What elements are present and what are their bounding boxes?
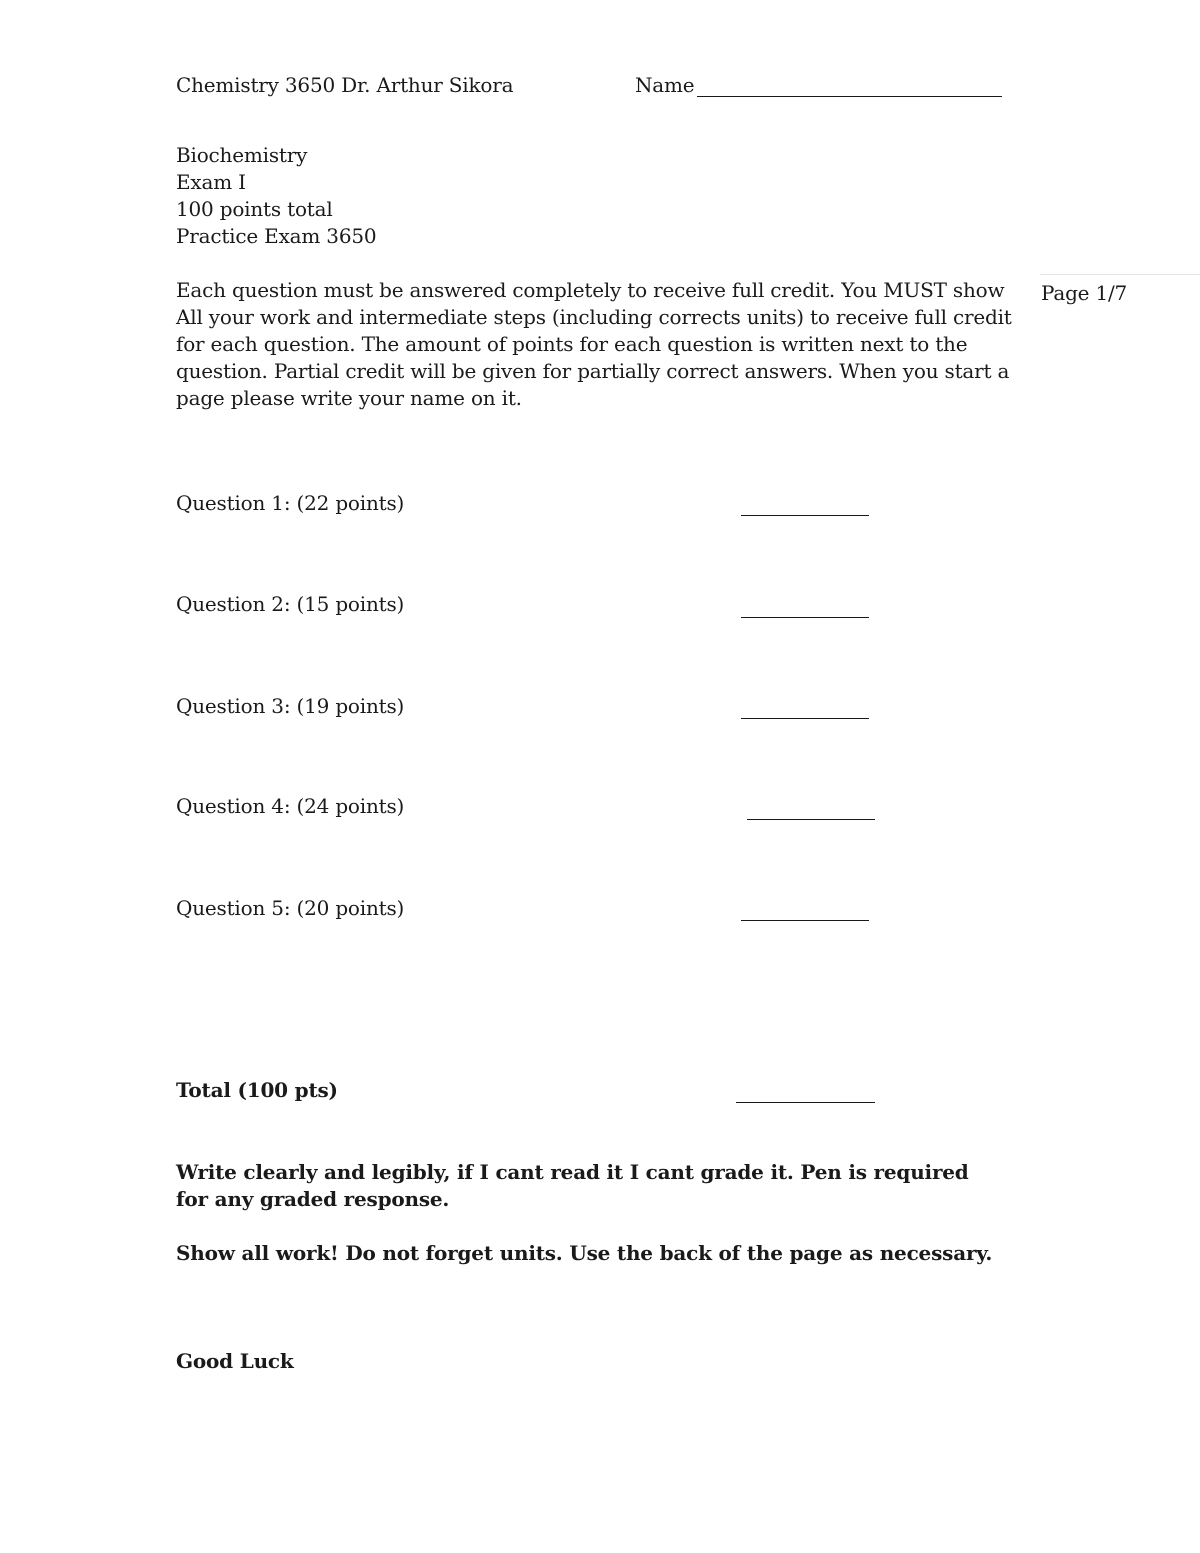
legibility-note: Write clearly and legibly, if I cant read it I cant grade it. Pen is required for any graded response. [176,1160,969,1211]
exam-points-total: 100 points total [176,197,333,221]
question-1-score-field[interactable] [741,515,869,516]
question-1-label: Question 1: (22 points) [176,491,405,515]
good-luck: Good Luck [176,1349,294,1373]
question-4-label: Question 4: (24 points) [176,794,405,818]
total-label: Total (100 pts) [176,1078,338,1102]
course-header: Chemistry 3650 Dr. Arthur Sikora [176,73,514,97]
exam-title: Exam I [176,170,246,194]
question-4-score-field[interactable] [747,819,875,820]
show-work-note: Show all work! Do not forget units. Use the back of the page as necessary. [176,1241,993,1265]
exam-info [176,142,376,250]
exam-subject: Biochemistry [176,143,308,167]
question-2-label: Question 2: (15 points) [176,592,405,616]
page-divider [1040,274,1200,275]
page-indicator: Page 1/7 [1041,281,1128,305]
total-score-field[interactable] [736,1102,875,1103]
question-5-label: Question 5: (20 points) [176,896,405,920]
question-2-score-field[interactable] [741,617,869,618]
question-3-score-field[interactable] [741,718,869,719]
question-3-label: Question 3: (19 points) [176,694,405,718]
question-5-score-field[interactable] [741,920,869,921]
name-label: Name [635,73,695,97]
exam-practice-label: Practice Exam 3650 [176,224,377,248]
instructions: Each question must be answered completely to receive full credit. You MUST show All your work and intermediate steps (including corrects units) to receive full credit for each question. The amount of points for each question is written next to the question. Partial credit will be given for partially correct answers. When you start a page please write your name on it. [176,278,1012,410]
name-field[interactable] [697,96,1002,97]
